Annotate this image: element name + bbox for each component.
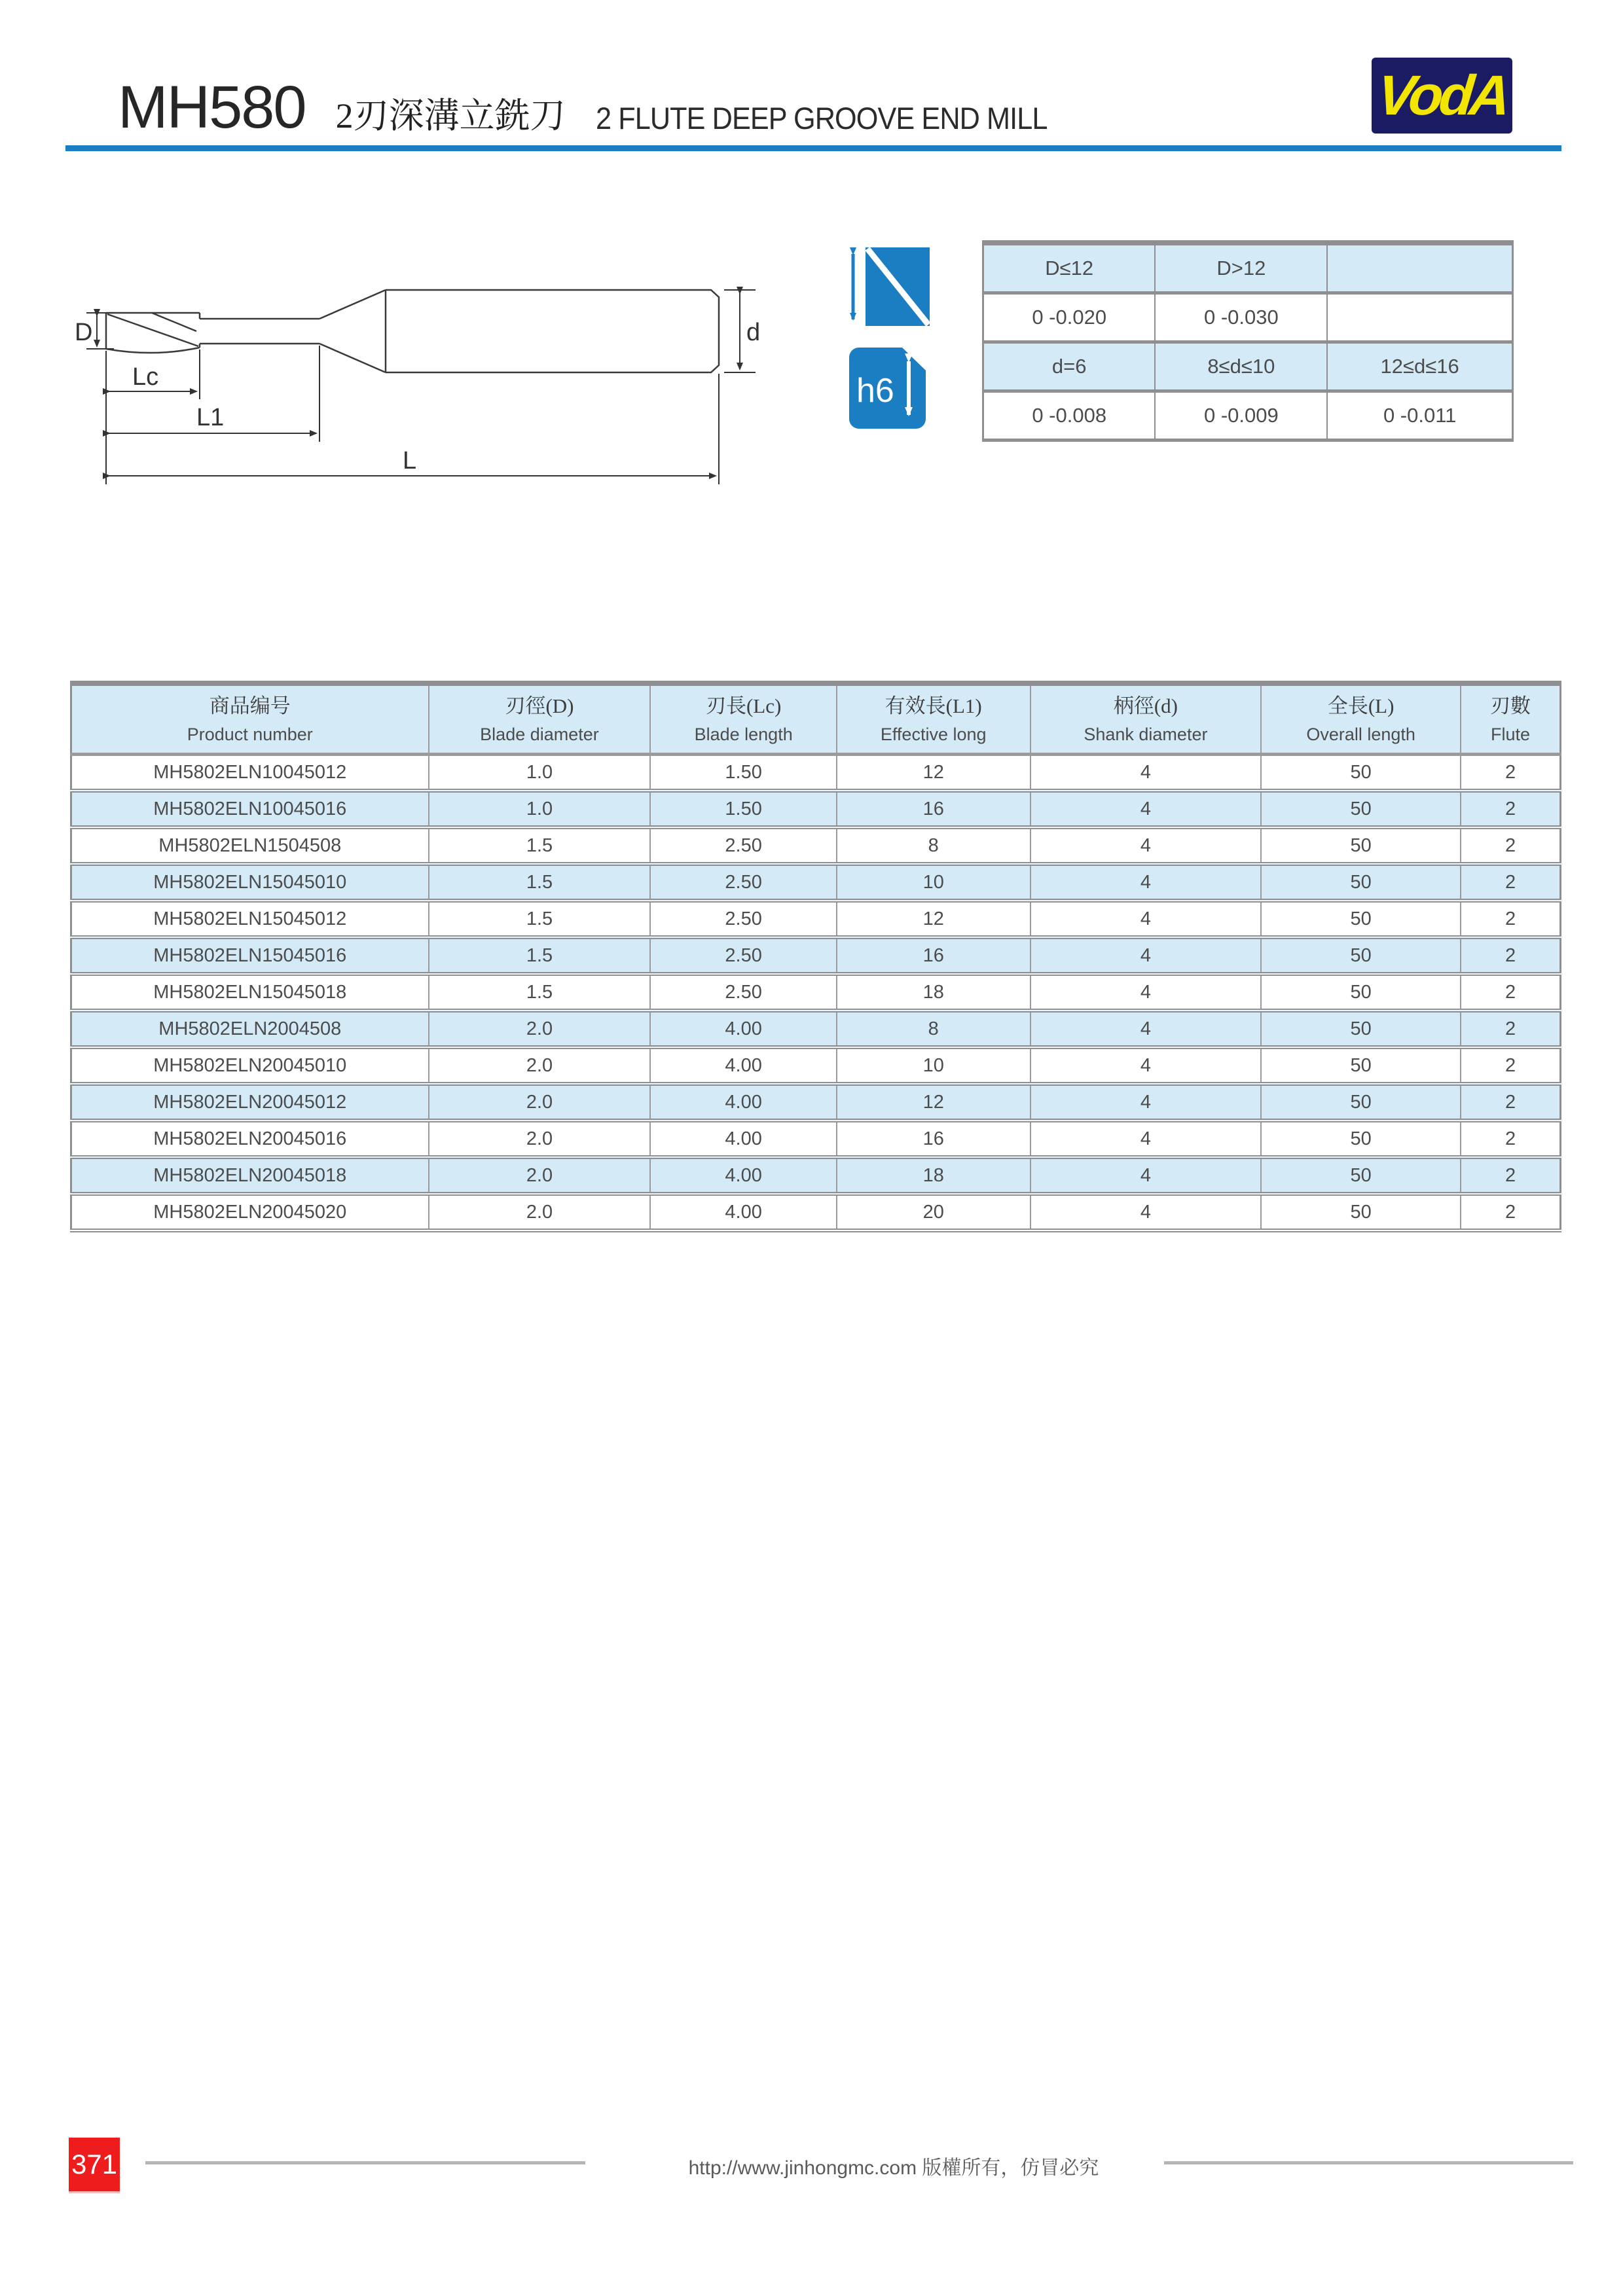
header-rule <box>65 145 1561 151</box>
product-number-cell: MH5802ELN15045012 <box>71 901 429 937</box>
brand-logo <box>1372 58 1512 134</box>
table-cell: 16 <box>837 791 1030 827</box>
table-cell: 2 <box>1461 1194 1560 1230</box>
brand-logo-text: VodA <box>1374 64 1510 127</box>
column-header <box>429 683 651 755</box>
product-number-cell: MH5802ELN15045016 <box>71 937 429 974</box>
table-cell: 50 <box>1261 827 1461 864</box>
table-cell: 4 <box>1030 864 1262 901</box>
diagonal-square-icon <box>846 246 932 327</box>
table-row <box>71 864 1561 901</box>
table-cell: 50 <box>1261 1157 1461 1194</box>
label-overall-length: L <box>403 447 417 475</box>
tolerance-cell: 12≤d≤16 <box>1327 342 1512 391</box>
tolerance-cell <box>1327 243 1512 293</box>
tolerance-row <box>983 342 1513 391</box>
h6-label: h6 <box>856 372 894 410</box>
table-cell: 2 <box>1461 1084 1560 1121</box>
product-number-cell: MH5802ELN20045010 <box>71 1047 429 1084</box>
label-blade-length: Lc <box>132 363 159 391</box>
column-header <box>71 683 429 755</box>
table-cell: 2 <box>1461 937 1560 974</box>
end-mill-technical-drawing <box>72 281 805 494</box>
diameter-tolerance-icon <box>846 246 932 331</box>
table-cell: 2.50 <box>650 937 836 974</box>
product-number-cell: MH5802ELN1504508 <box>71 827 429 864</box>
tolerance-cell: 8≤d≤10 <box>1155 342 1327 391</box>
table-cell: 1.5 <box>429 901 651 937</box>
tolerance-cell: d=6 <box>983 342 1156 391</box>
product-number-cell: MH5802ELN20045020 <box>71 1194 429 1230</box>
table-cell: 4 <box>1030 755 1262 791</box>
table-cell: 10 <box>837 864 1030 901</box>
table-cell: 8 <box>837 827 1030 864</box>
subtitle-chinese: 2刃深溝立銑刀 <box>335 96 566 135</box>
table-cell: 50 <box>1261 755 1461 791</box>
page-title: MH580 <box>118 74 306 141</box>
tolerance-cell: 0 -0.008 <box>983 391 1156 440</box>
product-number-cell: MH5802ELN2004508 <box>71 1011 429 1047</box>
label-effective-length: L1 <box>196 404 225 431</box>
table-cell: 2.50 <box>650 974 836 1011</box>
column-header-en: Shank diameter <box>1084 725 1208 745</box>
table-cell: 4 <box>1030 1047 1262 1084</box>
table-row <box>71 1194 1561 1230</box>
product-number-cell: MH5802ELN20045018 <box>71 1157 429 1194</box>
end-mill-outline <box>106 290 719 372</box>
table-cell: 1.50 <box>650 755 836 791</box>
column-header <box>1261 683 1461 755</box>
table-row <box>71 791 1561 827</box>
column-header-en: Blade length <box>694 725 793 745</box>
table-row <box>71 1084 1561 1121</box>
page-header <box>118 74 1086 141</box>
table-cell: 10 <box>837 1047 1030 1084</box>
tolerance-cell: 0 -0.009 <box>1155 391 1327 440</box>
subtitle-english: 2 FLUTE DEEP GROOVE END MILL <box>595 101 1048 135</box>
tolerance-cell: D>12 <box>1155 243 1327 293</box>
table-row <box>71 901 1561 937</box>
table-cell: 1.5 <box>429 937 651 974</box>
table-cell: 2 <box>1461 864 1560 901</box>
column-header <box>837 683 1030 755</box>
tolerance-table <box>982 240 1514 442</box>
table-cell: 50 <box>1261 1047 1461 1084</box>
table-cell: 2 <box>1461 755 1560 791</box>
footer-divider-right <box>1164 2161 1573 2164</box>
table-cell: 4.00 <box>650 1194 836 1230</box>
column-header-en: Effective long <box>880 725 987 745</box>
table-cell: 2.50 <box>650 864 836 901</box>
table-cell: 50 <box>1261 1084 1461 1121</box>
table-row <box>71 974 1561 1011</box>
product-number-cell: MH5802ELN20045016 <box>71 1121 429 1157</box>
table-cell: 50 <box>1261 791 1461 827</box>
table-cell: 16 <box>837 937 1030 974</box>
table-cell: 50 <box>1261 901 1461 937</box>
table-cell: 2 <box>1461 1157 1560 1194</box>
table-cell: 4.00 <box>650 1011 836 1047</box>
table-cell: 4 <box>1030 937 1262 974</box>
table-cell: 4 <box>1030 1011 1262 1047</box>
table-cell: 4 <box>1030 901 1262 937</box>
product-number-cell: MH5802ELN10045012 <box>71 755 429 791</box>
table-cell: 18 <box>837 1157 1030 1194</box>
tolerance-row <box>983 243 1513 293</box>
table-cell: 1.50 <box>650 791 836 827</box>
table-cell: 1.5 <box>429 974 651 1011</box>
table-cell: 12 <box>837 755 1030 791</box>
table-cell: 2.50 <box>650 901 836 937</box>
footer-copyright: http://www.jinhongmc.com 版權所有，仿冒必究 <box>688 2157 1099 2179</box>
tolerance-cell <box>1327 293 1512 342</box>
table-cell: 2 <box>1461 974 1560 1011</box>
table-cell: 2 <box>1461 1121 1560 1157</box>
table-cell: 4 <box>1030 1084 1262 1121</box>
tolerance-table-body <box>983 243 1513 440</box>
table-cell: 1.5 <box>429 864 651 901</box>
shank-tolerance-icon <box>848 347 927 433</box>
page-number: 371 <box>71 2149 118 2179</box>
column-header-zh: 刃數 <box>1490 694 1531 718</box>
table-cell: 50 <box>1261 1121 1461 1157</box>
table-row <box>71 937 1561 974</box>
column-header-en: Flute <box>1491 725 1531 745</box>
dimension-lines <box>86 290 756 484</box>
table-row <box>71 827 1561 864</box>
table-cell: 12 <box>837 901 1030 937</box>
table-cell: 50 <box>1261 1011 1461 1047</box>
table-cell: 1.0 <box>429 755 651 791</box>
column-header-en: Blade diameter <box>480 725 599 745</box>
h6-badge-icon <box>848 347 927 429</box>
table-cell: 4 <box>1030 1157 1262 1194</box>
table-cell: 12 <box>837 1084 1030 1121</box>
main-table-header-row <box>71 683 1561 755</box>
table-row <box>71 1047 1561 1084</box>
table-cell: 50 <box>1261 1194 1461 1230</box>
main-table-body <box>71 755 1561 1231</box>
table-cell: 2 <box>1461 1011 1560 1047</box>
column-header-zh: 有效長(L1) <box>884 694 982 718</box>
table-cell: 2.0 <box>429 1121 651 1157</box>
column-header-zh: 柄徑(d) <box>1113 694 1178 718</box>
label-blade-diameter: D <box>75 319 93 346</box>
table-cell: 8 <box>837 1011 1030 1047</box>
product-number-cell: MH5802ELN10045016 <box>71 791 429 827</box>
column-header <box>1461 683 1560 755</box>
product-number-cell: MH5802ELN20045012 <box>71 1084 429 1121</box>
table-cell: 4.00 <box>650 1121 836 1157</box>
table-row <box>71 1157 1561 1194</box>
table-cell: 50 <box>1261 864 1461 901</box>
table-cell: 4.00 <box>650 1157 836 1194</box>
table-row <box>71 755 1561 791</box>
table-cell: 2.0 <box>429 1157 651 1194</box>
page-number-badge <box>69 2138 120 2191</box>
column-header-zh: 全長(L) <box>1327 694 1395 718</box>
product-number-cell: MH5802ELN15045018 <box>71 974 429 1011</box>
table-cell: 2.0 <box>429 1011 651 1047</box>
column-header-zh: 刃徑(D) <box>505 694 574 718</box>
table-cell: 2.0 <box>429 1194 651 1230</box>
table-cell: 4.00 <box>650 1084 836 1121</box>
tolerance-cell: 0 -0.011 <box>1327 391 1512 440</box>
table-row <box>71 1011 1561 1047</box>
column-header-zh: 商品编号 <box>209 694 291 718</box>
table-cell: 2.0 <box>429 1084 651 1121</box>
table-cell: 1.5 <box>429 827 651 864</box>
table-cell: 2.50 <box>650 827 836 864</box>
table-cell: 2 <box>1461 901 1560 937</box>
table-cell: 50 <box>1261 974 1461 1011</box>
table-cell: 16 <box>837 1121 1030 1157</box>
column-header <box>1030 683 1262 755</box>
column-header-en: Overall length <box>1306 725 1415 745</box>
table-cell: 4 <box>1030 1121 1262 1157</box>
column-header-en: Product number <box>187 725 313 745</box>
table-row <box>71 1121 1561 1157</box>
table-cell: 2 <box>1461 1047 1560 1084</box>
product-spec-table <box>70 681 1561 1232</box>
column-header-zh: 刃長(Lc) <box>705 694 782 718</box>
tolerance-row <box>983 293 1513 342</box>
table-cell: 20 <box>837 1194 1030 1230</box>
table-cell: 1.0 <box>429 791 651 827</box>
column-header <box>650 683 836 755</box>
table-cell: 18 <box>837 974 1030 1011</box>
end-mill-drawing-svg <box>72 281 805 491</box>
product-number-cell: MH5802ELN15045010 <box>71 864 429 901</box>
table-cell: 50 <box>1261 937 1461 974</box>
tolerance-row <box>983 391 1513 440</box>
table-cell: 2 <box>1461 791 1560 827</box>
table-cell: 4 <box>1030 974 1262 1011</box>
footer-divider-left <box>145 2161 585 2164</box>
table-cell: 4 <box>1030 827 1262 864</box>
table-cell: 2 <box>1461 827 1560 864</box>
table-cell: 2.0 <box>429 1047 651 1084</box>
table-cell: 4.00 <box>650 1047 836 1084</box>
tolerance-cell: 0 -0.020 <box>983 293 1156 342</box>
table-cell: 4 <box>1030 1194 1262 1230</box>
table-cell: 4 <box>1030 791 1262 827</box>
tolerance-cell: D≤12 <box>983 243 1156 293</box>
tolerance-cell: 0 -0.030 <box>1155 293 1327 342</box>
label-shank-diameter: d <box>746 319 761 346</box>
dimension-labels <box>75 319 760 475</box>
